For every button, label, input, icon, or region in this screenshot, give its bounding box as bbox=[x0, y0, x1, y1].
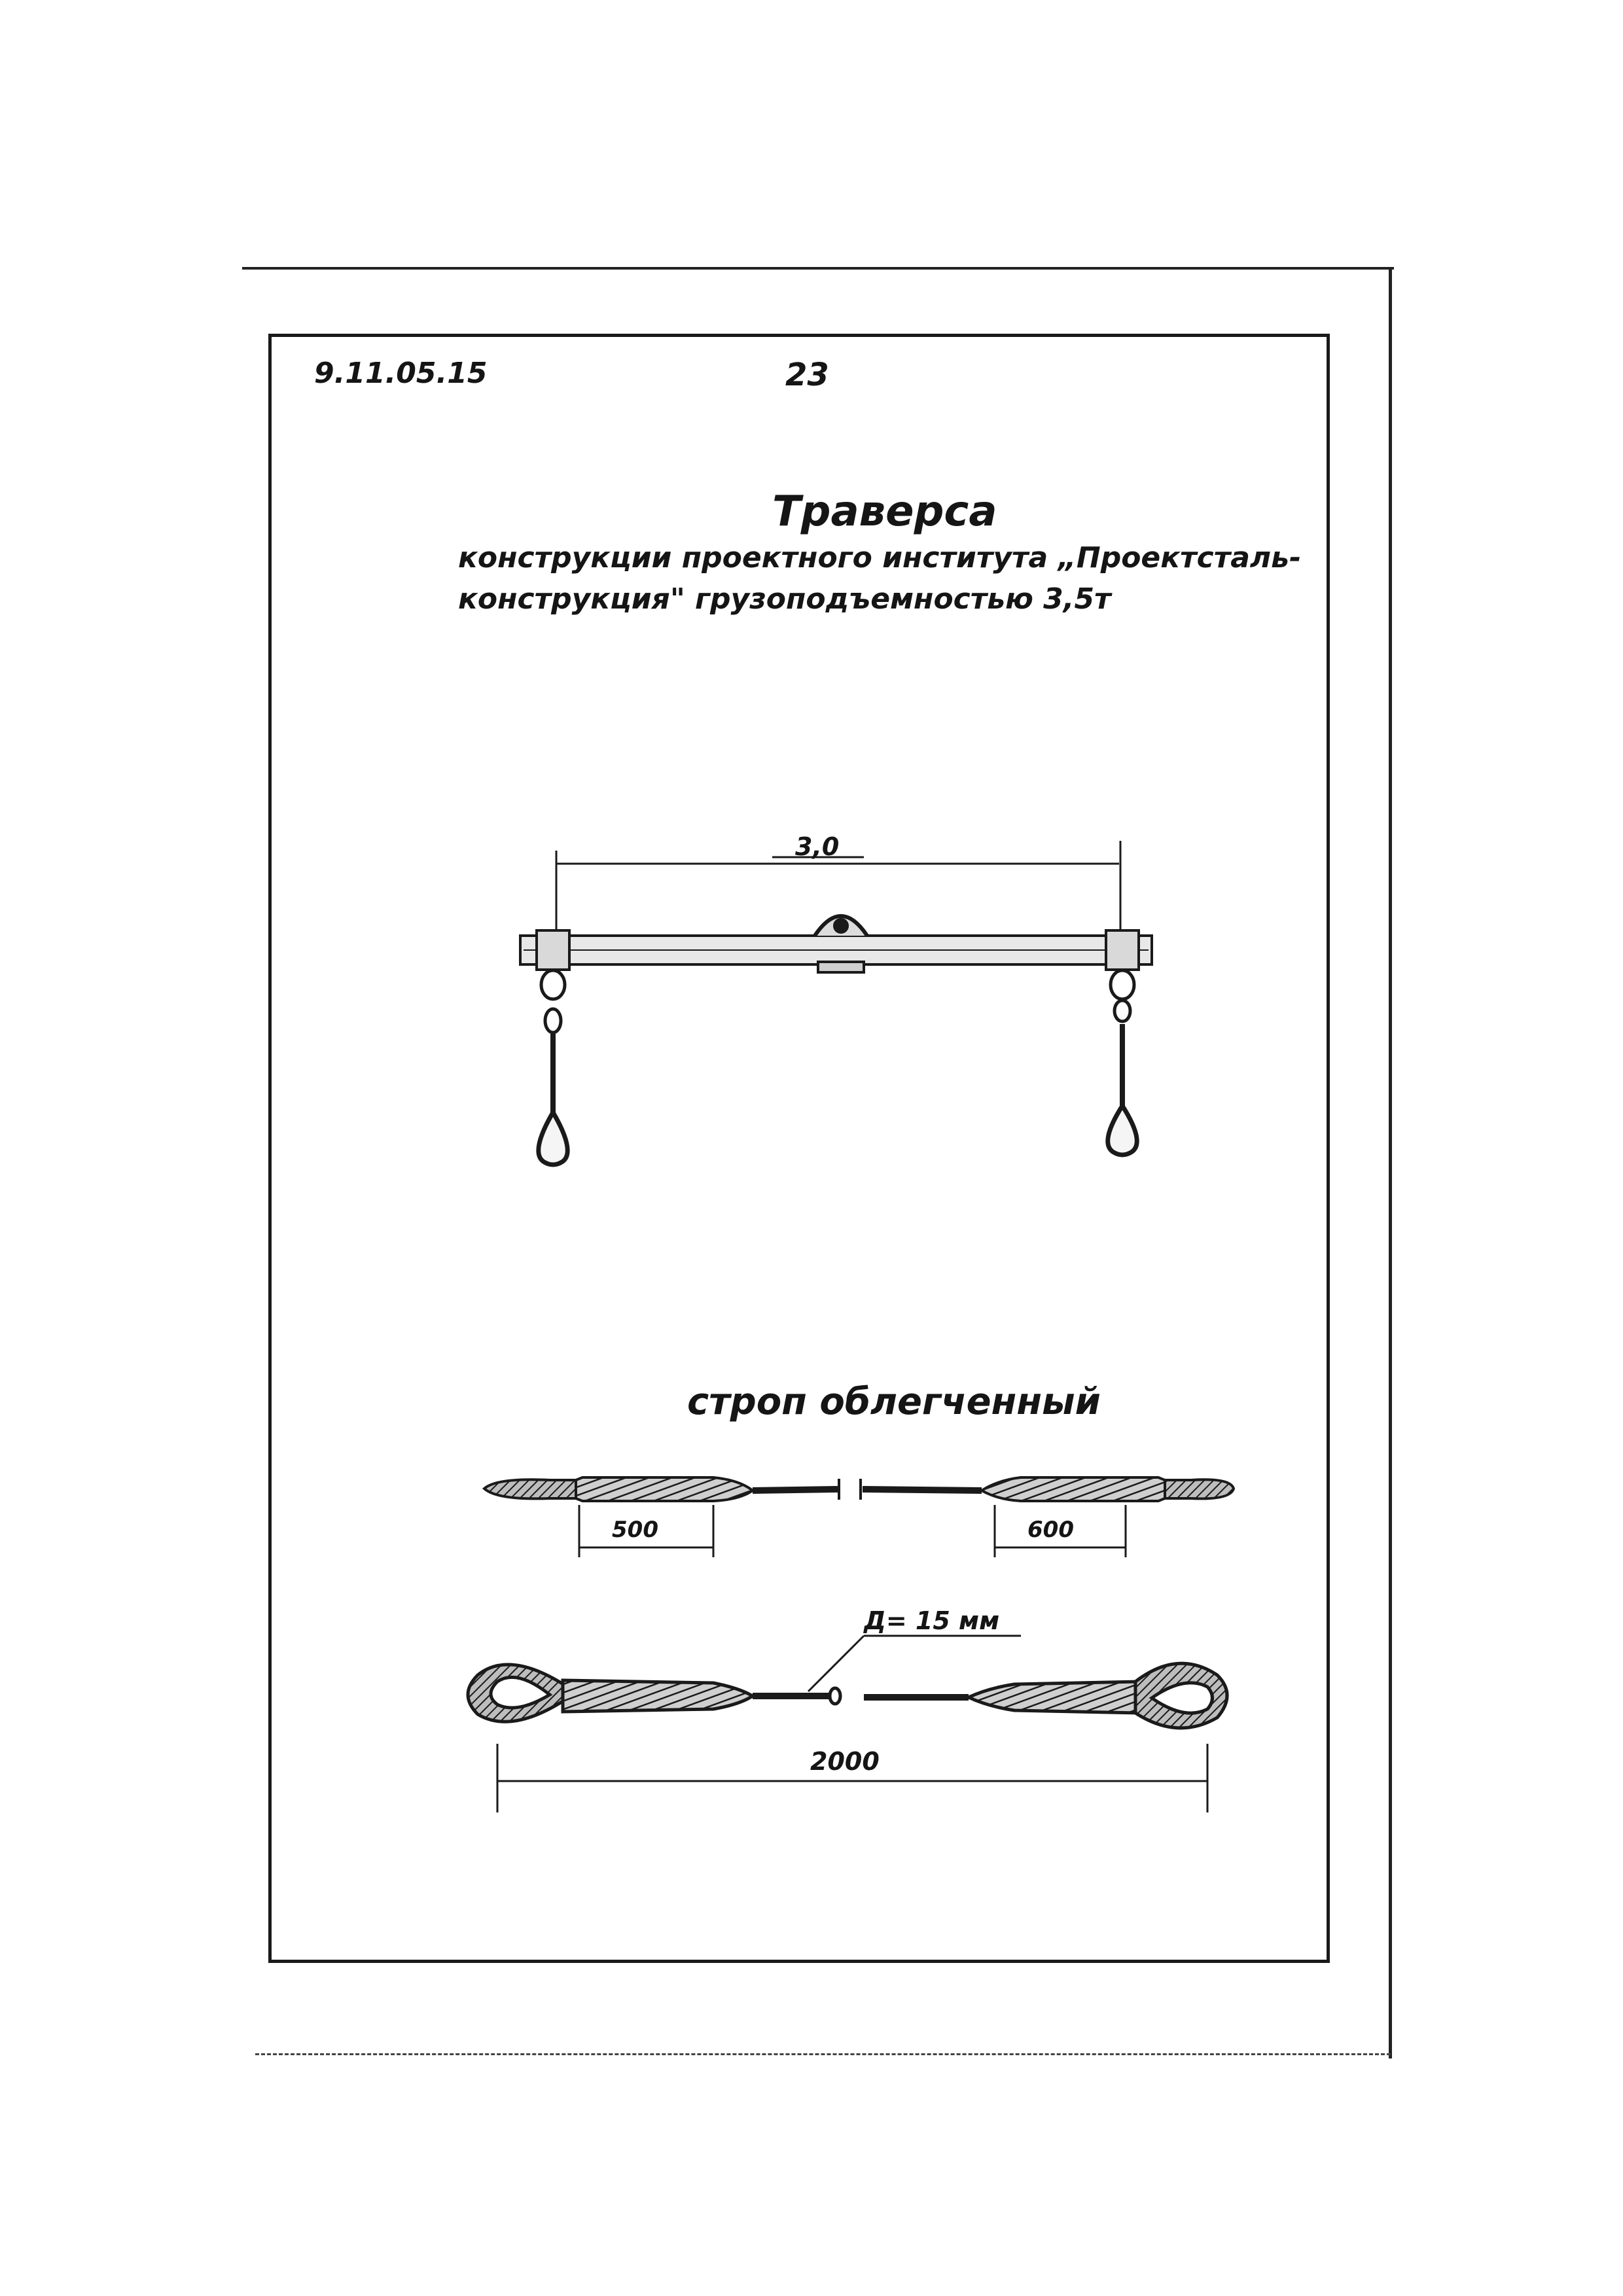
document-code: 9.11.05.15 bbox=[314, 357, 488, 390]
page-number: 23 bbox=[785, 357, 829, 393]
left-hanger bbox=[537, 930, 569, 1165]
diameter-label: Д= 15 мм bbox=[864, 1606, 1000, 1635]
subtitle-line-2: конструкция" грузоподъемностью 3,5т bbox=[458, 582, 1111, 616]
sling-side-view bbox=[468, 1636, 1227, 1812]
right-hanger bbox=[1106, 930, 1139, 1155]
traverse-drawing bbox=[520, 841, 1152, 1165]
braid-length-right-label: 600 bbox=[1027, 1517, 1074, 1543]
sling-section-title: строп облегченный bbox=[687, 1381, 1101, 1423]
traverse-beam bbox=[520, 936, 1152, 972]
braid-length-left-label: 500 bbox=[612, 1517, 658, 1543]
span-dimension-label: 3,0 bbox=[795, 832, 840, 861]
drawing-title: Траверса bbox=[772, 487, 997, 536]
subtitle-line-1: конструкции проектного института „Проектсталь- bbox=[458, 541, 1302, 574]
sling-top-view bbox=[484, 1477, 1234, 1557]
total-length-label: 2000 bbox=[810, 1747, 880, 1776]
lifting-eye bbox=[815, 916, 867, 936]
